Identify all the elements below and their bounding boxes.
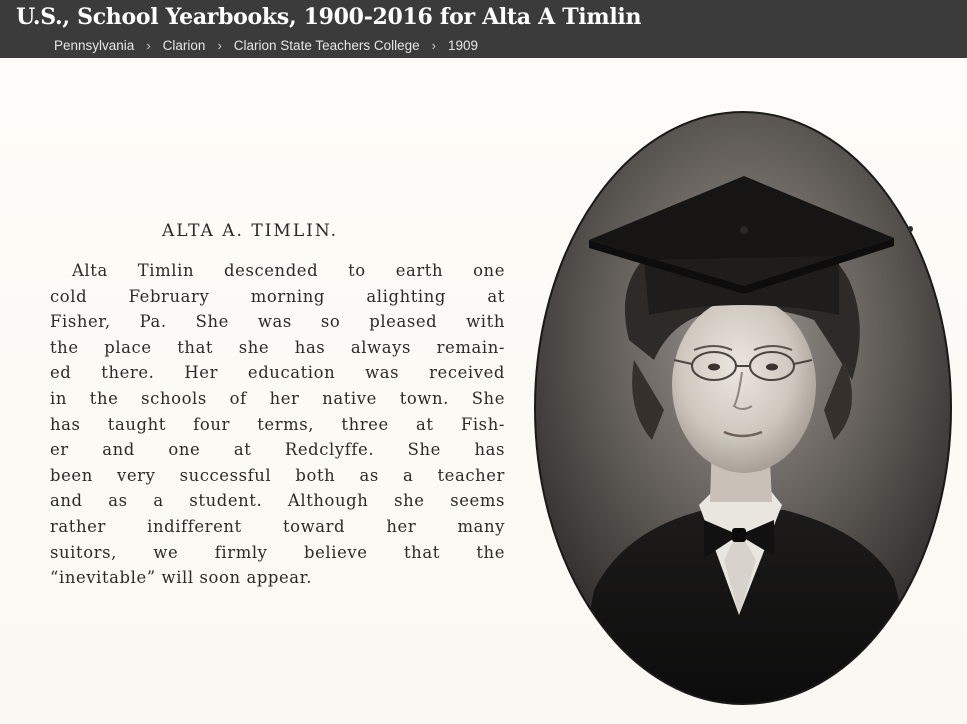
yearbook-page-image[interactable] bbox=[0, 58, 967, 724]
article-line: ed there. Her education was received bbox=[50, 363, 505, 383]
article-line: been very successful both as a teacher bbox=[50, 465, 505, 485]
article-line: the place that she has always remain- bbox=[50, 337, 505, 357]
article-line: rather indifferent toward her many bbox=[50, 516, 505, 536]
print-speck bbox=[908, 226, 913, 232]
breadcrumb-separator-icon: › bbox=[146, 38, 151, 53]
article-body bbox=[50, 258, 505, 591]
article-line: and as a student. Although she seems bbox=[50, 491, 505, 511]
article-line: suitors, we firmly believe that the bbox=[50, 542, 505, 562]
article-line: Fisher, Pa. She was so pleased with bbox=[50, 312, 505, 332]
article-line: er and one at Redclyffe. She has bbox=[50, 440, 505, 460]
breadcrumb-item-year[interactable]: 1909 bbox=[447, 38, 479, 53]
article-line: cold February morning alighting at bbox=[50, 286, 505, 306]
article-line: in the schools of her native town. She bbox=[50, 388, 505, 408]
article-line: Alta Timlin descended to earth one bbox=[72, 261, 505, 280]
breadcrumb-item-state[interactable]: Pennsylvania bbox=[54, 38, 135, 53]
breadcrumb-separator-icon: › bbox=[217, 38, 222, 53]
title-bar bbox=[0, 0, 967, 58]
article-heading: ALTA A. TIMLIN. bbox=[162, 221, 339, 241]
article-line: “inevitable” will soon appear. bbox=[50, 568, 313, 588]
breadcrumb-item-city[interactable]: Clarion bbox=[162, 38, 206, 53]
breadcrumb bbox=[54, 38, 478, 53]
breadcrumb-separator-icon: › bbox=[431, 38, 436, 53]
article-line: has taught four terms, three at Fish- bbox=[50, 414, 505, 434]
portrait-photo bbox=[534, 110, 954, 706]
breadcrumb-item-school[interactable]: Clarion State Teachers College bbox=[233, 38, 420, 53]
page-title: U.S., School Yearbooks, 1900-2016 for Alta A Timlin bbox=[16, 4, 642, 30]
